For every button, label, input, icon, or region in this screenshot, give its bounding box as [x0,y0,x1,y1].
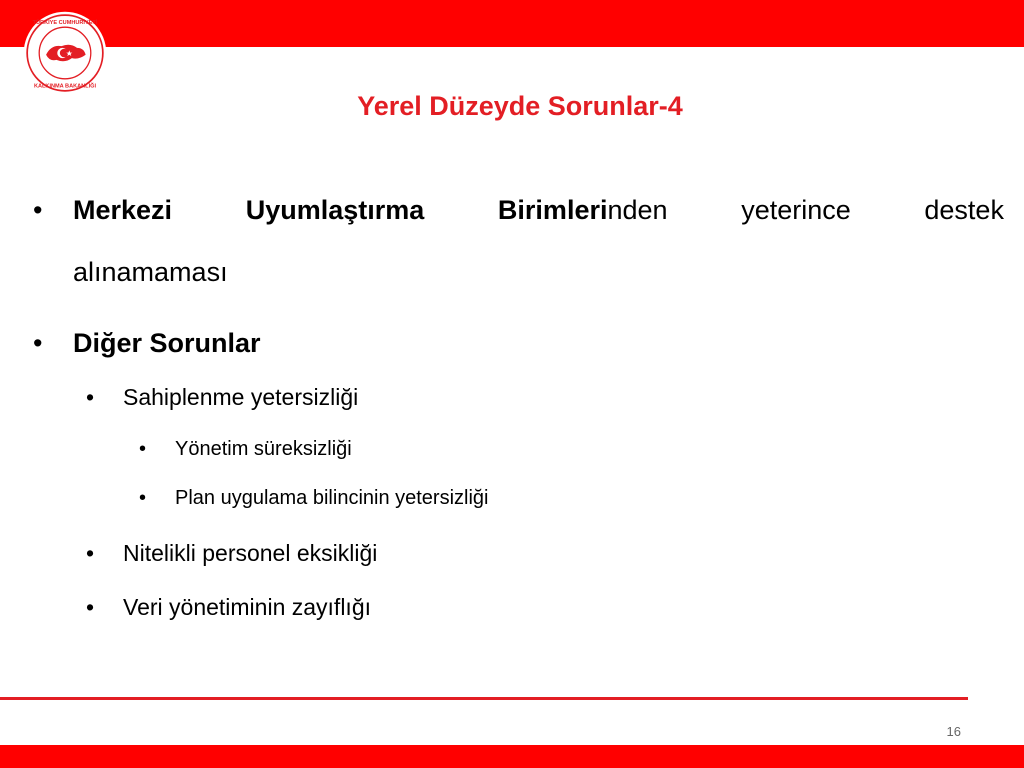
subbullet-text: Veri yönetiminin zayıflığı [123,594,372,620]
svg-text:KALKINMA BAKANLIĞI: KALKINMA BAKANLIĞI [33,83,97,90]
subsubbullet-text: Yönetim süreksizliği [175,438,352,460]
bullet-text-line1 [73,195,1004,225]
word: destek [924,195,1004,225]
bullet-dot: • [139,487,147,509]
bullet-dot: • [86,594,95,620]
bold-word: Uyumlaştırma [245,195,425,225]
word: yeterince [741,195,851,225]
top-red-bar [0,0,1024,47]
bullet-dot: • [33,195,43,225]
subbullet-text: Sahiplenme yetersizliği [123,384,359,410]
bullet-dot: • [33,328,43,358]
suffix-text: nden [607,195,668,225]
subbullet-text: Nitelikli personel eksikliği [123,540,378,566]
ministry-seal-icon [22,10,108,96]
bullet-text-line2: alınamaması [73,257,228,287]
slide-title: Yerel Düzeyde Sorunlar-4 [357,91,683,121]
bullet-dot: • [86,540,95,566]
bold-word: Merkezi [73,195,173,225]
subsubbullet-text: Plan uygulama bilincinin yetersizliği [175,487,489,509]
bullet-dot: • [139,438,147,460]
svg-text:TÜRKİYE CUMHURİYETİ: TÜRKİYE CUMHURİYETİ [32,19,98,26]
bullet-text: Diğer Sorunlar [73,328,261,358]
word-group [498,195,668,225]
footer-divider [0,697,968,700]
page-number: 16 [946,724,961,739]
bullet-dot: • [86,384,95,410]
bold-word: Birimleri [497,195,608,225]
bottom-red-bar [0,745,1024,768]
